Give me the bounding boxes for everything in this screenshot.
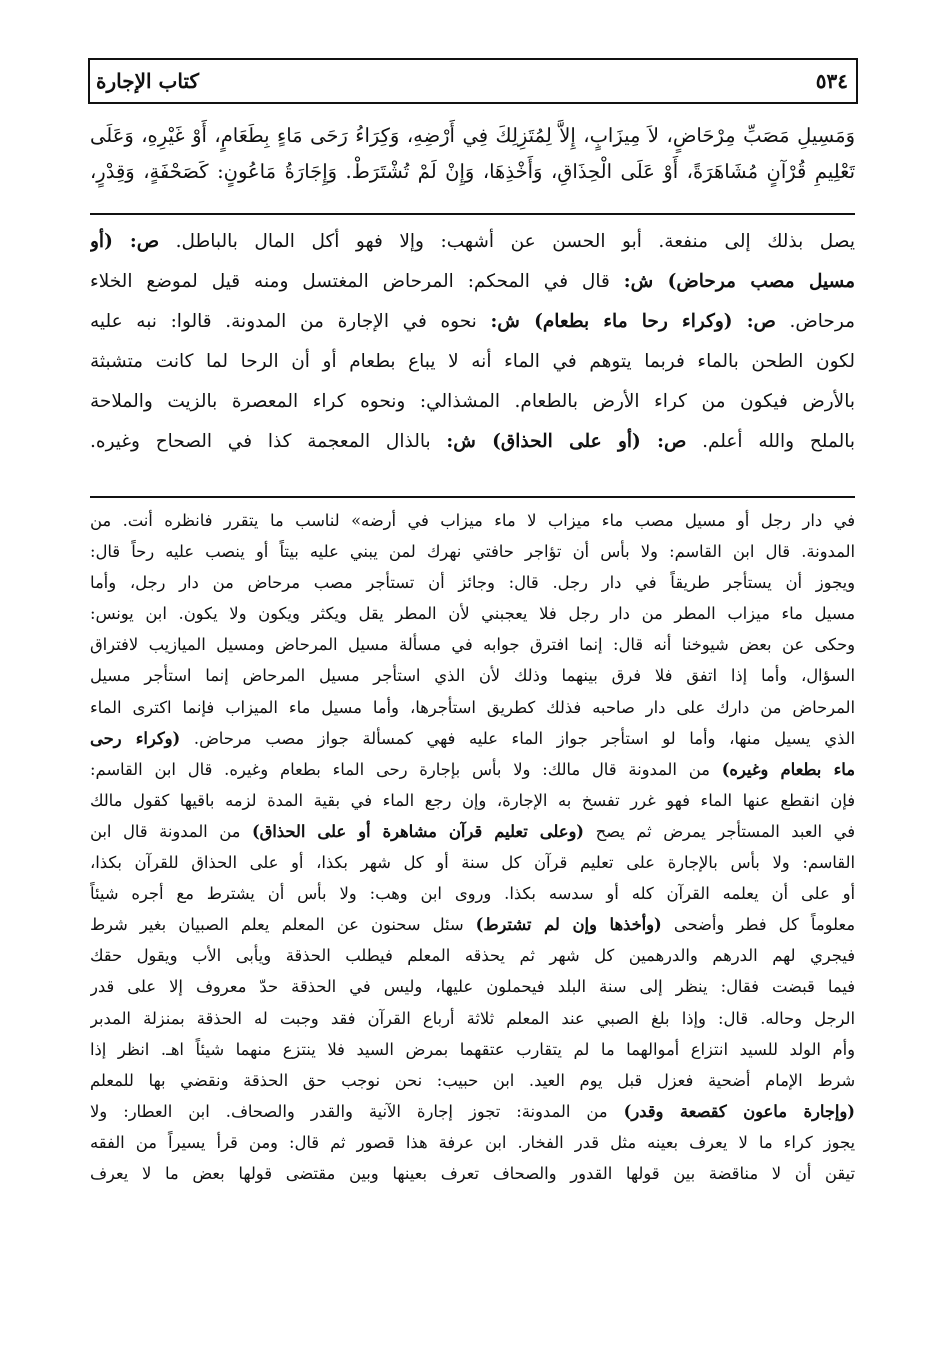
text-line — [90, 1065, 855, 1096]
text-line — [90, 118, 855, 154]
text-segment: وحكى عن بعض شيوخنا أنه قال: إنما افترق جوابه في مسألة مسيل المرحاض ومسيل الميازيب لافتراق — [90, 635, 855, 655]
text-line — [90, 567, 855, 598]
bold-quote: (وعلى تعليم قرآن مشاهرة أو على الحذاق) — [251, 821, 585, 841]
text-segment: أو على أن يعلمه القرآن كله أو سدسه بكذا. وروى ابن وهب: ولا بأس أن يشترط مع أجره شيئاً — [90, 884, 855, 904]
text-segment: الرجل وحاله. قال: وإذا بلغ الصبي عند المعلم ثلاثة أرباع القرآن فقد وجبت له الحذقة بمنزلة المدبر — [90, 1008, 855, 1028]
bold-quote: ص: (وكراء رحا ماء بطعام) ش: — [490, 311, 776, 332]
text-segment: تيقن أن لا مناقضة بين قولها القدور والصحاف تعرف بعينها وبين مقتضى قولها بعض ما لا يعرف — [90, 1163, 855, 1183]
text-line — [90, 754, 855, 785]
bold-quote: ماء بطعام وغيره) — [721, 759, 855, 779]
text-segment: يجوز كراء ما لا يعرف بعينه مثل قدر الفخار. ابن عرفة هذا قصور ثم قال: ومن قرأ يسيراً من الفقه — [90, 1132, 855, 1152]
bold-quote: (وأخذها وإن لم تشترط) — [475, 915, 662, 935]
text-segment: بالأرض فيكون من كراء الأرض بالطعام. المشذالي: ونحوه كراء المعصرة بالزيت والملاحة — [90, 391, 855, 412]
text-segment: المرحاض من دارك على دار صاحبه فذلك كطريق استأجرها، وأما مسيل ماء الميزاب فإنما اكترى الماء — [90, 697, 855, 717]
text-line — [90, 1096, 855, 1127]
text-segment: ويجوز أن يستأجر طريقاً في دار رجل. قال: وجائز أن تستأجر مصب مرحاض من دار رجل، وأما — [90, 573, 855, 593]
text-line — [90, 382, 855, 422]
text-segment: مرحاض. — [775, 311, 855, 332]
text-line — [90, 692, 855, 723]
text-segment: من المدونة قال مالك: ولا بأس بإجارة رحى الماء بطعام وغيره. قال ابن القاسم: — [90, 759, 722, 779]
text-segment: مسيل ماء ميزاب المطر من دار رجل فلا يعجبني لأن المطر يقل ويكثر ويكون ولا يكون. ابن يونس: — [90, 604, 855, 624]
text-segment: من المدونة قال ابن — [90, 821, 252, 841]
text-segment: من المدونة: تجوز إجارة الآنية والقدر والصحاف. ابن العطار: ولا — [90, 1101, 624, 1121]
bold-quote: (وكراء رحى — [90, 728, 181, 748]
text-line — [90, 1003, 855, 1034]
bold-quote: ص: (أو على الحذاق) ش: — [446, 431, 687, 452]
text-line — [90, 302, 855, 342]
text-segment: سئل سحنون عن المعلم يعلم الصبيان بغير شرط — [90, 915, 476, 935]
text-segment: وَمَسِيلِ مَصَبِّ مِرْحَاضٍ، لاَ مِيزَابٍ، إِلاَّ لِمُتَزِلِكَ فِي أَرْضِهِ، وَكِرَاءُ رَحَى مَاءٍ بِطَعَامٍ، أَوْ غَيْرِهِ، وَعَلَى — [90, 124, 855, 147]
text-segment: السؤال، وأما إذا اتفق فلا فرق بينهما وذلك لأن الذي استأجر مسيل المرحاض إنما استأجر مسيل — [90, 666, 855, 686]
text-segment: في العبد المستأجر يمرض ثم يصح — [584, 821, 855, 841]
text-line — [90, 1034, 855, 1065]
text-segment: قال في المحكم: المرحاض المغتسل ومنه قيل لموضع الخلاء — [90, 271, 624, 292]
text-line — [90, 878, 855, 909]
text-line — [90, 505, 855, 536]
bold-quote: مسيل مصب مرحاض) ش: — [623, 271, 855, 292]
text-segment: معلوماً كل فطر وأضحى — [661, 915, 855, 935]
text-segment: المدونة. قال ابن القاسم: ولا بأس أن تؤاجر حافتي نهرك لمن يبني عليه بيتاً أو ينصب عليه رحاً قال: — [90, 542, 855, 562]
text-segment: تَعْلِيمِ قُرْآنٍ مُشَاهَرَةً، أَوْ عَلَى الْحِذَاقِ، وَأَخْذِهَا، وَإِنْ لَمْ تُشْتَرَطْ. وَإِجَارَةُ مَاعُونٍ: كَصَحْفَةٍ، وَقِدْرٍ، — [90, 160, 855, 183]
text-line — [90, 536, 855, 567]
text-segment: بالملح والله أعلم. — [686, 431, 855, 452]
text-line — [90, 847, 855, 878]
text-line — [90, 940, 855, 971]
commentary-text — [90, 222, 855, 462]
text-line — [90, 262, 855, 302]
footnote-text — [90, 505, 855, 1189]
text-segment: فيجري لهم الدرهم والدرهمين كل شهر ثم يحذقه المعلم فيطلب الحذقة ويأبى الأب ويقول حقك — [90, 946, 855, 966]
divider — [90, 213, 855, 215]
text-line — [90, 598, 855, 629]
text-segment: القاسم: ولا بأس بالإجارة على تعليم قرآن كل سنة أو كل شهر بكذا، أو على الحذاق للقرآن بكذا، — [90, 853, 855, 873]
main-text — [90, 118, 855, 190]
text-line — [90, 971, 855, 1002]
bold-quote: (وإجارة ماعون كقصعة وقدر) — [623, 1101, 855, 1121]
chapter-title: كتاب الإجارة — [96, 69, 199, 93]
text-segment: فيما قبضت فقال: ينظر إلى سنة البلد فيحملون عليها، وليس في الحذقة حدّ معروف إلا على قدر — [90, 977, 855, 997]
text-line — [90, 154, 855, 190]
text-line — [90, 723, 855, 754]
text-segment: شرط الإمام أضحية فعزل قبل يوم العيد. ابن حبيب: نحن نوجب حق الحذقة ونقضي بها للمعلم — [90, 1070, 855, 1090]
text-line — [90, 785, 855, 816]
text-line — [90, 1158, 855, 1189]
text-line — [90, 816, 855, 847]
text-line — [90, 422, 855, 462]
text-line — [90, 909, 855, 940]
text-line — [90, 629, 855, 660]
text-segment: لكون الطحن بالماء فربما يتوهم في الماء أنه لا يباع بطعام أو أن الرحا لما كانت متشبثة — [90, 351, 855, 372]
text-segment: يصل بذلك إلى منفعة. أبو الحسن عن أشهب: وإلا فهو أكل المال بالباطل. — [159, 231, 855, 252]
divider — [90, 496, 855, 498]
page-number: ٥٣٤ — [815, 69, 848, 93]
text-line — [90, 222, 855, 262]
text-line — [90, 342, 855, 382]
text-segment: نحوه في الإجارة من المدونة. قالوا: نبه عليه — [90, 311, 491, 332]
text-segment: فإن انقطع عنها الماء فهو غرر تفسخ به الإجارة، وإن رجع الماء في بقية المدة لزمه باقيها كقول مالك — [90, 790, 855, 810]
text-segment: الذي يسيل منها، وأما لو استأجر جواز الماء عليه فهي كمسألة جواز مصب مرحاض. — [180, 728, 855, 748]
text-line — [90, 1127, 855, 1158]
text-segment: في دار رجل أو مسيل مصب ماء ميزاب لا ماء ميزاب في أرضه» لناسب ما يتقرر فانظره أنت. من — [90, 511, 855, 530]
bold-quote: ص: (أو — [90, 231, 160, 252]
text-segment: وأم الولد للسيد انتزاع أموالهما ما لم يتقارب عتقهما بمرض السيد فلا ينتزع منهما شيئاً اهـ. انظر إذا — [90, 1039, 855, 1059]
running-header — [88, 58, 858, 104]
text-line — [90, 660, 855, 691]
text-segment: بالذال المعجمة كذا في الصحاح وغيره. — [90, 431, 447, 452]
